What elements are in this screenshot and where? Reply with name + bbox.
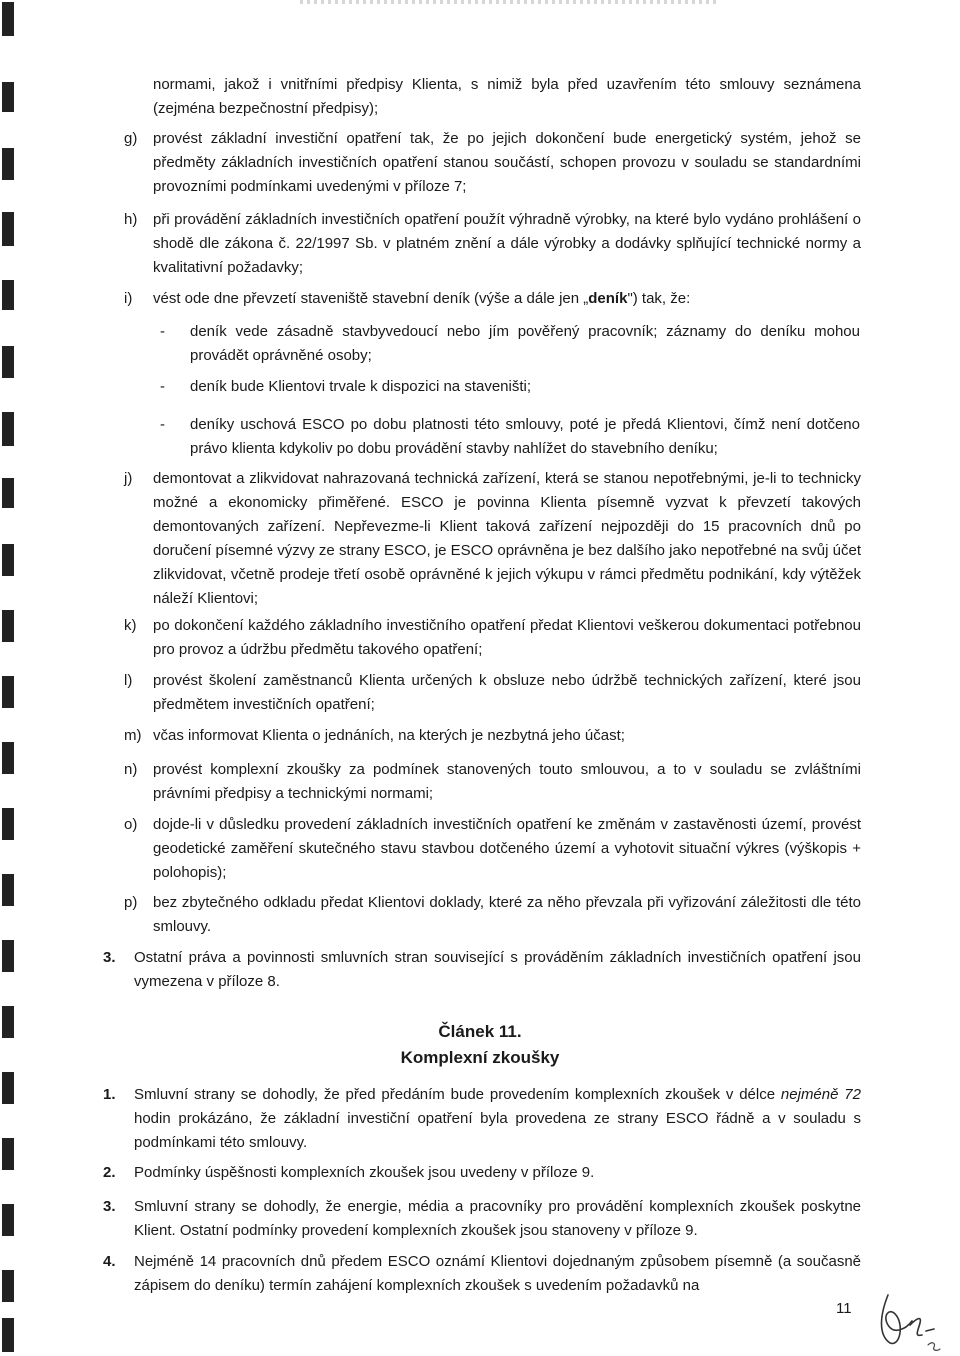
clause-text: Nejméně 14 pracovních dnů předem ESCO oznámí Klientovi dojednaným způsobem písemně (a současně zápisem do deníku) termín zahájení komplexních zkoušek s uvedením požadavků na [134,1253,861,1294]
item-marker: j) [124,470,133,487]
dash-item-text: deník vede zásadně stavbyvedoucí nebo jím pověřený pracovník; záznamy do deníku mohou provádět oprávněné osoby; [190,323,860,364]
clause-number: 2. [103,1164,116,1181]
clause-text: Smluvní strany se dohodly, že před předáním bude provedením komplexních zkoušek v délce nejméně 72 hodin prokázáno, že základní investiční opatření byla provedena ze strany ESCO řádně a v souladu s podmínkami této smlouvy. [134,1086,861,1151]
intro-continuation: normami, jakož i vnitřními předpisy Klienta, s nimiž byla před uzavřením této smlouvy seznámena (zejména bezpečnostní předpisy); [153,76,861,117]
clause-number: 4. [103,1253,116,1270]
item-marker: k) [124,617,137,634]
dash-bullet: - [160,323,165,340]
item-text: bez zbytečného odkladu předat Klientovi doklady, které za něho převzala při vyřizování záležitosti dle této smlouvy. [153,894,861,935]
binding-edge-marks [0,0,28,1356]
item-marker: g) [124,130,138,147]
dash-bullet: - [160,378,165,395]
item-marker: h) [124,211,138,228]
clause-text: Smluvní strany se dohodly, že energie, média a pracovníky pro provádění komplexních zkoušek poskytne Klient. Ostatní podmínky provedení komplexních zkoušek jsou stanoveny v příloze 9. [134,1198,861,1239]
clause-text: Podmínky úspěšnosti komplexních zkoušek jsou uvedeny v příloze 9. [134,1164,595,1181]
page-number: 11 [836,1300,852,1317]
item-marker: p) [124,894,138,911]
item-marker: o) [124,816,138,833]
clause-text: Ostatní práva a povinnosti smluvních stran související s prováděním základních investičních opatření jsou vymezena v příloze 8. [134,949,861,990]
item-text: dojde-li v důsledku provedení základních investičních opatření ke změnám v zastavěnosti území, provést geodetické zaměření skutečného stavu stavbou dotčeného území a vyhotovit situační výkres (výškopis + polohopis); [153,816,861,881]
article-title: Článek 11. [438,1022,522,1041]
item-text: provést základní investiční opatření tak, že po jejich dokončení bude energetický systém, jehož se předměty základních investičních opatření stanou součástí, schopen provozu v souladu se standardními provozními podmínkami uvedenými v příloze 7; [153,130,861,195]
item-text: při provádění základních investičních opatření použít výhradně výrobky, na které bylo vydáno prohlášení o shodě dle zákona č. 22/1997 Sb. v platném znění a dále výrobky a dodávky splňující technické normy a kvalitativní požadavky; [153,211,861,276]
dash-bullet: - [160,416,165,433]
item-text: včas informovat Klienta o jednáních, na kterých je nezbytná jeho účast; [153,727,625,744]
clause-number: 3. [103,949,116,966]
article-subtitle: Komplexní zkoušky [400,1048,560,1067]
item-text: vést ode dne převzetí staveniště stavební deník (výše a dále jen „deník") tak, že: [153,290,691,307]
item-text: po dokončení každého základního investičního opatření předat Klientovi veškerou dokumentaci potřebnou pro provoz a údržbu předmětu takového opatření; [153,617,861,658]
dash-item-text: deník bude Klientovi trvale k dispozici na staveništi; [190,378,532,395]
scan-noise [300,0,720,4]
item-marker: m) [124,727,142,744]
clause-number: 3. [103,1198,116,1215]
item-text: demontovat a zlikvidovat nahrazovaná technická zařízení, která se stanou nepotřebnými, je-li to technicky možné a ekonomicky přiměřené. ESCO je povinna Klienta písemně vyzvat k převzetí takových demontovaných zařízení. Nepřevezme-li Klient taková zařízení nejpozději do 15 pracovních dnů po doručení písemné výzvy ze strany ESCO, je ESCO oprávněna je bez dalšího jako nepotřebné na svůj účet zlikvidovat, včetně prodeje třetí osobě oprávněné k jejich výkupu v rámci předmětu podnikání, kdy výtěžek náleží Klientovi; [153,470,861,607]
clause-number: 1. [103,1086,116,1103]
item-text: provést školení zaměstnanců Klienta určených k obsluze nebo údržbě technických zařízení, které jsou předmětem investičních opatření; [153,672,861,713]
item-marker: n) [124,761,138,778]
item-text: provést komplexní zkoušky za podmínek stanovených touto smlouvou, a to v souladu se zvláštními právními předpisy a technickými normami; [153,761,861,802]
handwritten-initials [870,1285,950,1355]
item-marker: l) [124,672,133,689]
dash-item-text: deníky uschová ESCO po dobu platnosti této smlouvy, poté je předá Klientovi, čímž není dotčeno právo klienta kdykoliv po dobu provádění stavby nahlížet do stavebního deníku; [190,416,860,457]
item-marker: i) [124,290,133,307]
